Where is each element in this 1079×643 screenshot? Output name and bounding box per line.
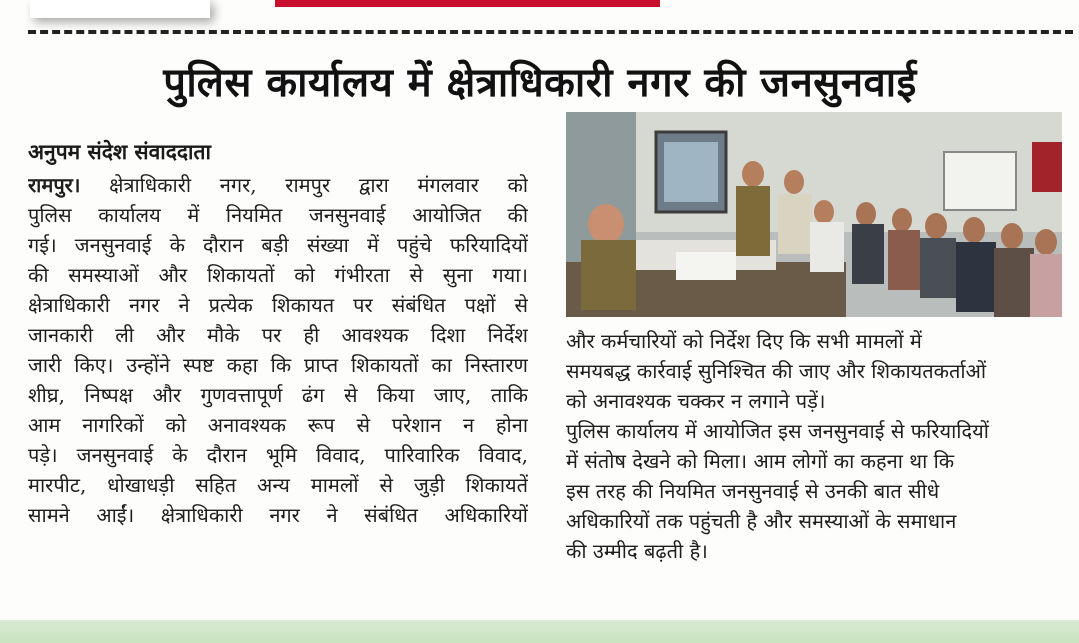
article-line: जानकारी ली और मौके पर ही आवश्यक दिशा निर्देश [28, 323, 528, 347]
article-line: पुलिस कार्यालय में आयोजित इस जनसुनवाई से फरियादियों [566, 419, 989, 443]
article-left-column [28, 170, 528, 530]
article-line: की उम्मीद बढ़ती है। [566, 539, 708, 563]
top-strip [0, 0, 1079, 22]
article-line: जारी किए। उन्होंने स्पष्ट कहा कि प्राप्त शिकायतों का निस्तारण [28, 353, 528, 377]
article-line: इस तरह की नियमित जनसुनवाई से उनकी बात सीधे [566, 479, 940, 503]
article-line: आम नागरिकों को अनावश्यक रूप से परेशान न होना [28, 413, 528, 437]
article-right-column [566, 326, 1062, 566]
red-accent-bar [275, 0, 660, 7]
article-line: मारपीट, धोखाधड़ी सहित अन्य मामलों से जुड़ी शिकायतें [28, 473, 528, 497]
article-line-1: रामपुर। क्षेत्राधिकारी नगर, रामपुर द्वारा मंगलवार को [28, 173, 528, 197]
article-line: समयबद्ध कार्रवाई सुनिश्चित की जाए और शिकायतकर्ताओं [566, 359, 987, 383]
news-photo-illustration [566, 112, 1062, 317]
article-line: पुलिस कार्यालय में नियमित जनसुनवाई आयोजित की [28, 203, 528, 227]
article-line: पड़े। जनसुनवाई के दौरान भूमि विवाद, पारिवारिक विवाद, [28, 443, 528, 467]
article-line: क्षेत्राधिकारी नगर ने प्रत्येक शिकायत पर संबंधित पक्षों से [28, 293, 528, 317]
dashed-rule [28, 30, 1073, 34]
byline: अनुपम संदेश संवाददाता [28, 140, 211, 164]
article-line: शीघ्र, निष्पक्ष और गुणवत्तापूर्ण ढंग से किया जाए, ताकि [28, 383, 528, 407]
headline: पुलिस कार्यालय में क्षेत्राधिकारी नगर की जनसुनवाई [163, 60, 917, 106]
article-line: और कर्मचारियों को निर्देश दिए कि सभी मामलों में [566, 329, 922, 353]
clipping-edge [30, 0, 210, 18]
article-line: में संतोष देखने को मिला। आम लोगों का कहना था कि [566, 449, 955, 473]
next-article-strip [0, 620, 1079, 643]
news-photo [566, 112, 1062, 317]
article-line: को अनावश्यक चक्कर न लगाने पड़ें। [566, 389, 826, 413]
dateline-place: रामपुर। [28, 173, 81, 197]
article-line: गई। जनसुनवाई के दौरान बड़ी संख्या में पहुंचे फरियादियों [28, 233, 528, 257]
article-line: की समस्याओं और शिकायतों को गंभीरता से सुना गया। [28, 263, 528, 287]
article-line: सामने आईं। क्षेत्राधिकारी नगर ने संबंधित अधिकारियों [28, 503, 528, 527]
article-line: अधिकारियों तक पहुंचती है और समस्याओं के समाधान [566, 509, 957, 533]
